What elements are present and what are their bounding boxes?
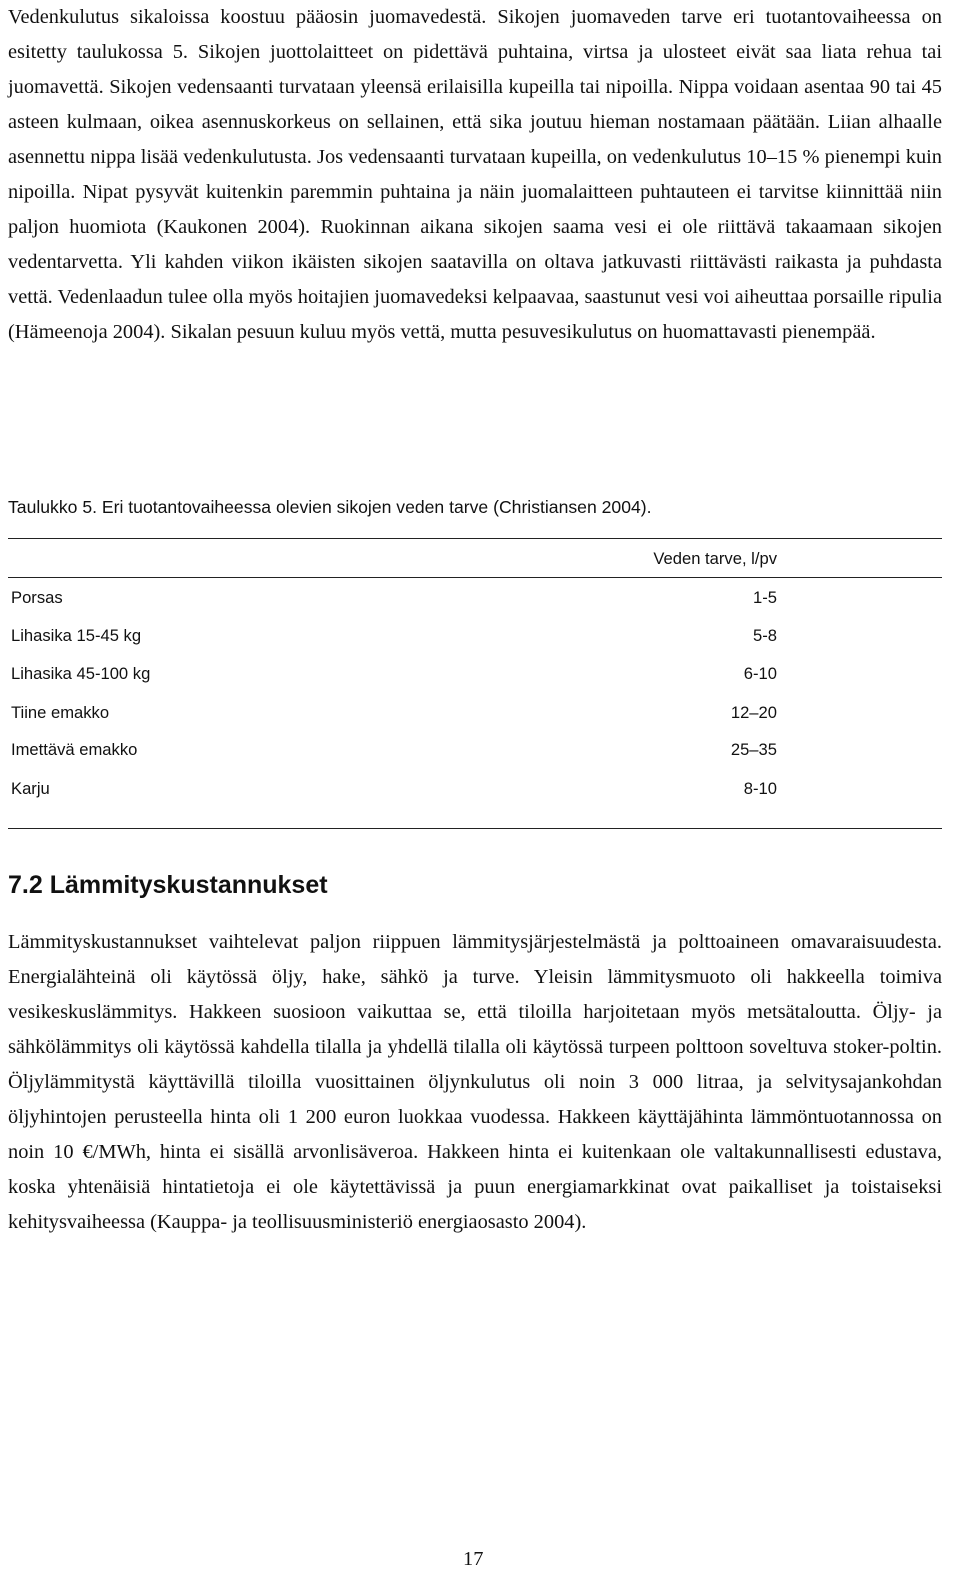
table-row-label: Tiine emakko [11, 703, 110, 722]
section-heading: 7.2 Lämmityskustannukset [8, 871, 328, 899]
body-paragraph-water: Vedenkulutus sikaloissa koostuu pääosin juomavedestä. Sikojen juomaveden tarve eri tuotantovaiheessa on esitetty taulukossa 5. Sikojen juottolaitteet on pidettävä puhtaina, virtsa ja ulosteet eivät saa liata rehua tai juomavettä. Sikojen vedensaanti turvataan yleensä erilaisilla kupeilla tai nipoilla. Nippa voidaan asentaa 90 tai 45 asteen kulmaan, oikea asennuskorkeus on sellainen, että sika joutuu hieman nostamaan päätään. Liian alhaalle asennettu nippa lisää vedenkulutusta. Jos vedensaanti turvataan kupeilla, on vedenkulutus 10–15 % pienempi kuin nipoilla. Nipat pysyvät kuitenkin paremmin puhtaina ja näin juomalaitteen puhtauteen ei tarvitse kiinnittää niin paljon huomiota (Kaukonen 2004). Ruokinnan aikana sikojen saama vesi ei ole riittävä takaamaan sikojen vedentarvetta. Yli kahden viikon ikäisten sikojen saatavilla on oltava jatkuvasti riittävästi raikasta ja puhdasta vettä. Vedenlaadun tulee olla myös hoitajien juomavedeksi kelpaavaa, saastunut vesi voi aiheuttaa porsaille ripulia (Hämeenoja 2004). Sikalan pesuun kuluu myös vettä, mutta pesuvesikulutus on huomattavasti pienempää. [8, 6, 942, 343]
table-row-value: 5-8 [753, 626, 777, 645]
table-top-rule [8, 538, 942, 539]
table-caption: Taulukko 5. Eri tuotantovaiheessa olevien sikojen veden tarve (Christiansen 2004). [8, 497, 652, 517]
table-row-value: 12–20 [730, 703, 777, 722]
table-row [8, 663, 942, 701]
table-row-value: 1-5 [753, 588, 777, 607]
table-row-label: Imettävä emakko [11, 740, 138, 759]
table-column-header: Veden tarve, l/pv [653, 549, 777, 568]
page-number: 17 [463, 1548, 484, 1570]
table-row-value: 6-10 [743, 664, 777, 683]
table-bottom-rule [8, 828, 942, 829]
table-row-label: Lihasika 45-100 kg [11, 664, 151, 683]
table-row-value: 8-10 [743, 779, 777, 798]
table-row-value: 25–35 [730, 740, 777, 759]
table-row-label: Lihasika 15-45 kg [11, 626, 142, 645]
table-row-label: Karju [11, 779, 50, 798]
table-row [8, 739, 942, 777]
body-paragraph-heating: Lämmityskustannukset vaihtelevat paljon riippuen lämmitysjärjestelmästä ja polttoaineen omavaraisuudesta. Energialähteinä oli käytössä öljy, hake, sähkö ja turve. Yleisin lämmitysmuoto oli hakkeella toimiva vesikeskuslämmitys. Hakkeen suosioon vaikuttaa se, että tiloilla harjoitetaan myös metsätaloutta. Öljy- ja sähkölämmitys oli käytössä kahdella tilalla ja yhdellä tilalla oli käytössä turpeen polttoon soveltuva stoker-poltin. Öljylämmitystä käyttävillä tiloilla vuosittainen öljynkulutus oli noin 3 000 litraa, ja selvitysajankohdan öljyhintojen perusteella hinta oli 1 200 euron luokkaa vuodessa. Hakkeen käyttäjähinta lämmöntuotannossa on noin 10 €/MWh, hinta ei sisällä arvonlisäveroa. Hakkeen hinta ei kuitenkaan ole valtakunnallisesti edustava, koska yhtenäisiä hintatietoja ei ole käytettävissä ja puun energiamarkkinat ovat paikalliset ja toistaiseksi kehitysvaiheessa (Kauppa- ja teollisuusministeriö energiaosasto 2004). [8, 931, 942, 1233]
table-row [8, 702, 942, 740]
table-row-label: Porsas [11, 588, 63, 607]
table-header-rule [8, 577, 942, 578]
table-row [8, 625, 942, 663]
table-row [8, 778, 942, 816]
table-row [8, 587, 942, 625]
